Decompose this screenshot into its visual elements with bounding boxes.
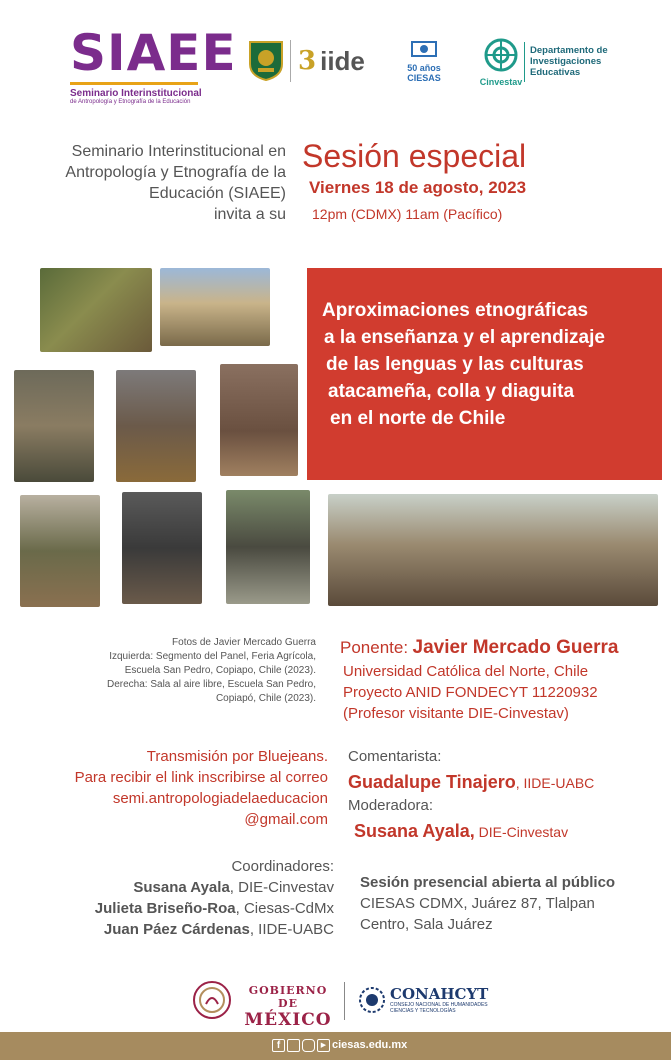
commentator-block: [348, 746, 663, 844]
intro-line2: Antropología y Etnografía de la: [65, 164, 286, 181]
talk-title-line1: Aproximaciones etnográficas: [322, 300, 589, 321]
commentator-name: Guadalupe Tinajero: [348, 772, 516, 792]
photo-hands-planting: [220, 364, 298, 476]
social-icons: [272, 1039, 330, 1052]
twitter-icon[interactable]: [287, 1039, 300, 1052]
cinvestav-logo: [478, 38, 524, 87]
photo-cactus: [40, 268, 152, 352]
coordinators-label: Coordinadores:: [231, 858, 334, 875]
cinvestav-emblem-icon: [484, 38, 518, 72]
coordinator-affiliation: , Ciesas-CdMx: [235, 900, 334, 917]
siaee-logo-line1: Seminario Interinstitucional: [70, 88, 202, 99]
dept-line1: Departamento de: [530, 45, 608, 56]
cinvestav-divider: [524, 42, 525, 82]
speaker-affiliation-line3: (Profesor visitante DIE-Cinvestav): [343, 705, 569, 722]
speaker-name: Javier Mercado Guerra: [412, 637, 619, 658]
session-title: Sesión especial: [302, 138, 527, 174]
coordinator-name: Juan Páez Cárdenas: [103, 921, 250, 938]
iide-logo: [298, 44, 370, 78]
photo-outdoor-classroom: [328, 494, 658, 606]
ciesas-glyph-icon: [410, 40, 438, 58]
broadcast-line2: Para recibir el link inscribirse al correo: [74, 769, 328, 786]
coordinator-item: [20, 877, 334, 898]
venue-line1: CIESAS CDMX, Juárez 87, Tlalpan: [360, 895, 595, 912]
photo-children-field: [160, 268, 270, 346]
coordinator-name: Susana Ayala: [133, 879, 230, 896]
speaker-affiliation-line1: Universidad Católica del Norte, Chile: [343, 663, 589, 680]
ciesas-name: CIESAS: [407, 73, 441, 83]
coordinator-affiliation: , DIE-Cinvestav: [229, 879, 334, 896]
siaee-logo-rule: [70, 82, 198, 85]
gobierno-line1: GOBIERNO DE: [248, 984, 328, 1010]
talk-title-line2: a la enseñanza y el aprendizaje: [324, 327, 605, 348]
photo-seed-trays: [226, 490, 310, 604]
gobierno-line2: MÉXICO: [244, 1010, 332, 1030]
intro-line1: Seminario Interinstitucional en: [71, 143, 286, 160]
conahcyt-name: CONAHCYT: [390, 985, 489, 1003]
gobierno-emblem-icon: [192, 980, 232, 1020]
caption-line4: Derecha: Sala al aire libre, Escuela San Pedro,: [106, 679, 316, 690]
session-time: 12pm (CDMX) 11am (Pacífico): [312, 206, 503, 222]
venue-heading: Sesión presencial abierta al público: [360, 874, 616, 891]
footer-bar: [0, 1032, 671, 1060]
dept-line2: Investigaciones: [530, 56, 602, 67]
iide-logo-text: iide: [320, 45, 365, 76]
speaker-label: Ponente:: [340, 638, 409, 657]
moderator-affiliation: DIE-Cinvestav: [474, 824, 569, 840]
talk-title-line3: de las lenguas y las culturas: [326, 354, 584, 375]
footer-website[interactable]: ciesas.edu.mx: [332, 1039, 408, 1051]
broadcast-email-line2[interactable]: @gmail.com: [244, 811, 328, 828]
ciesas-logo: [404, 40, 444, 84]
ciesas-years: 50 años: [407, 63, 441, 73]
facebook-icon[interactable]: f: [272, 1039, 285, 1052]
conahcyt-sub1: CONSEJO NACIONAL DE HUMANIDADES: [390, 1002, 488, 1008]
speaker-block: [340, 636, 660, 724]
caption-line3: Escuela San Pedro, Copiapo, Chile (2023).: [124, 665, 316, 676]
coordinator-name: Julieta Briseño-Roa: [94, 900, 236, 917]
conahcyt-emblem-icon: [358, 986, 386, 1014]
photo-caption: [60, 636, 316, 706]
youtube-icon[interactable]: ▶: [317, 1039, 330, 1052]
dept-logo-text: [530, 45, 640, 78]
coordinator-affiliation: , IIDE-UABC: [249, 921, 334, 938]
photo-students-kneeling: [14, 370, 94, 482]
intro-line3: Educación (SIAEE): [149, 185, 286, 202]
session-date: Viernes 18 de agosto, 2023: [309, 178, 527, 197]
photo-seedlings-tray: [116, 370, 196, 482]
coordinator-item: [20, 919, 334, 940]
siaee-logo-word: SIAEE: [70, 24, 237, 82]
iide-40-mark: 3: [298, 46, 317, 76]
conahcyt-logo-text: [390, 986, 500, 1014]
broadcast-email-line1[interactable]: semi.antropologiadelaeducacion: [112, 790, 328, 807]
photo-irrigation-row: [20, 495, 100, 607]
intro-text: [18, 141, 286, 225]
venue-block: [360, 872, 665, 935]
coordinator-item: [20, 898, 334, 919]
commentator-label: Comentarista:: [348, 748, 442, 765]
broadcast-line1: Transmisión por Bluejeans.: [146, 748, 328, 765]
cinvestav-name: Cinvestav: [479, 77, 523, 87]
footer-divider: [344, 982, 345, 1020]
instagram-icon[interactable]: [302, 1039, 315, 1052]
uabc-shield-logo: [248, 40, 284, 82]
coordinators-block: [20, 856, 334, 940]
caption-line2: Izquierda: Segmento del Panel, Feria Agrícola,: [109, 651, 316, 662]
dept-line3: Educativas: [530, 67, 581, 78]
intro-line4: invita a su: [213, 206, 286, 223]
conahcyt-sub2: CIENCIAS Y TECNOLOGÍAS: [390, 1008, 456, 1014]
commentator-affiliation: , IIDE-UABC: [515, 775, 595, 791]
moderator-name: Susana Ayala,: [354, 821, 475, 841]
talk-title-line4: atacameña, colla y diaguita: [328, 381, 575, 402]
speaker-affiliation-line2: Proyecto ANID FONDECYT 11220932: [343, 684, 598, 701]
siaee-logo-line2: de Antropología y Etnografía de la Educación: [70, 99, 191, 105]
logo-divider: [290, 40, 291, 82]
broadcast-info: [20, 746, 328, 830]
photo-students-garden: [122, 492, 202, 604]
moderator-label: Moderadora:: [348, 797, 434, 814]
talk-title-line5: en el norte de Chile: [330, 408, 506, 429]
caption-line5: Copiapó, Chile (2023).: [215, 693, 316, 704]
venue-line2: Centro, Sala Juárez: [360, 916, 493, 933]
talk-title-panel: [307, 268, 662, 480]
gobierno-logo-text: [238, 984, 338, 1030]
caption-line1: Fotos de Javier Mercado Guerra: [172, 637, 316, 648]
siaee-logo: [70, 24, 237, 108]
